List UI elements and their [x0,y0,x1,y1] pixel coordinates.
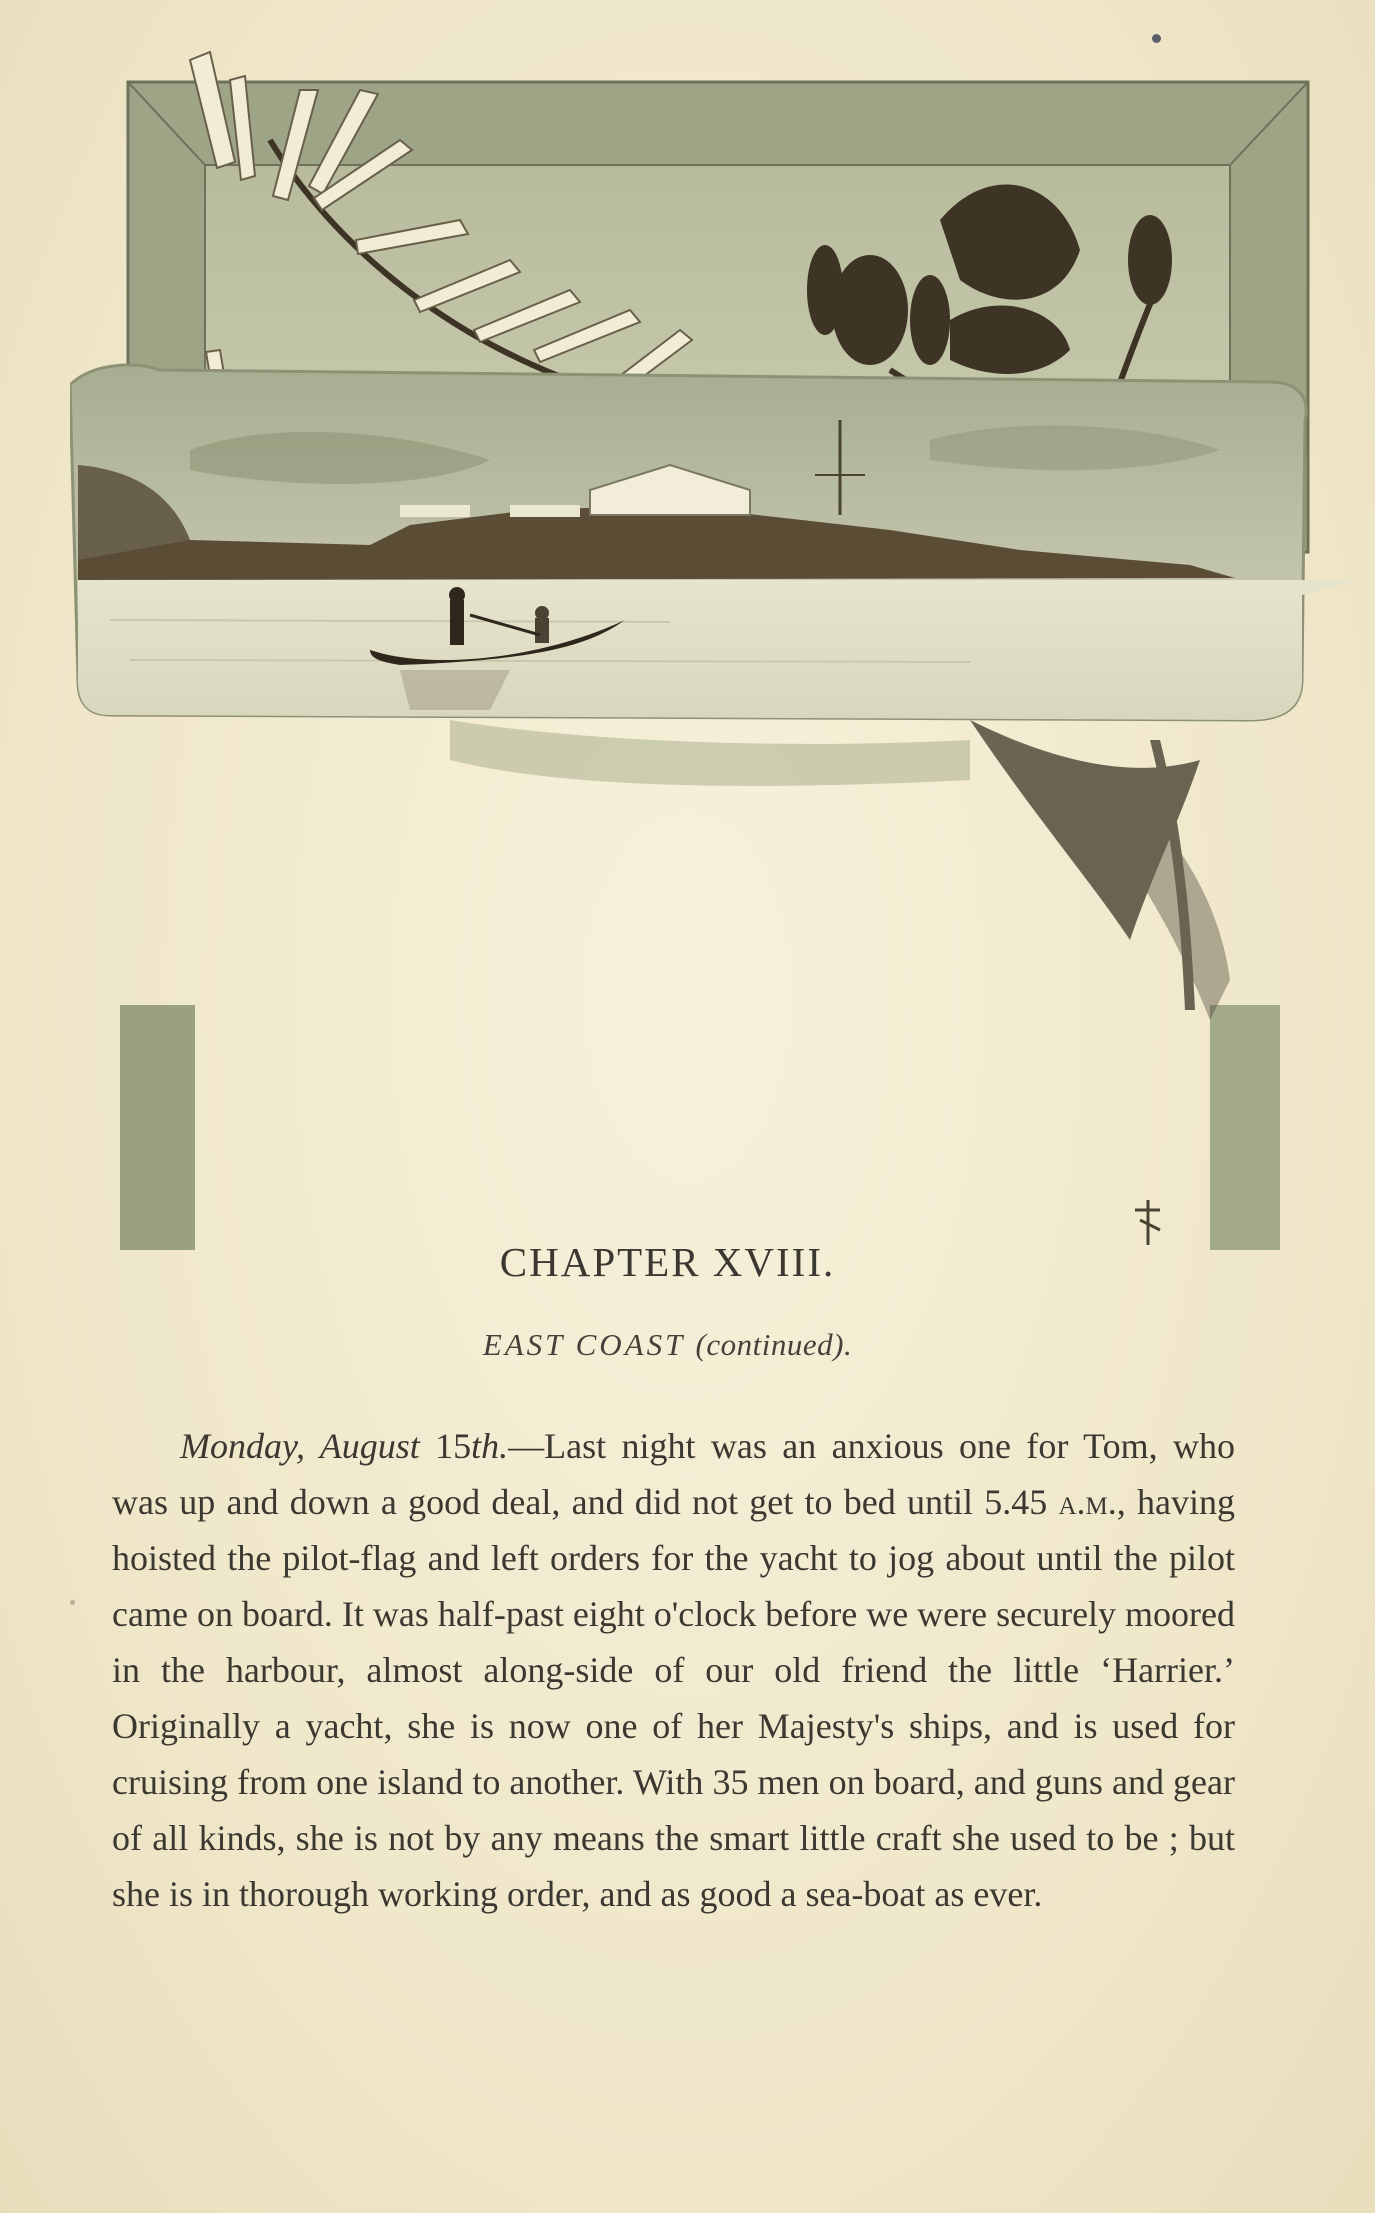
paragraph-text-1: —Last night was an anxious one for Tom, who was up and down a good deal, and did not get to bed until 5.45 [112,1426,1235,1522]
chapter-headpiece-illustration [70,20,1360,1250]
chapter-title: CHAPTER XVIII. [499,1239,836,1285]
chapter-subtitle [0,1327,1335,1363]
ink-speck [70,1600,75,1605]
subtitle-note: (continued). [695,1327,853,1362]
date-number: 15 [435,1426,472,1466]
date-lead: Monday, August [180,1426,420,1466]
date-suffix: th. [471,1426,509,1466]
engraved-vignette-icon [70,20,1360,1250]
body-paragraph [112,1418,1235,1922]
paragraph-text-2: , having hoisted the pilot-flag and left orders for the yacht to jog about until the pilot came on board. It was half-past eight o'clock before we were securely moored in the harbour, almost along-side of our old friend the little ‘Harrier.’ Originally a yacht, she is now one of her Majesty's ships, and is used for cruising from one island to another. With 35 men on board, and guns and gear of all kinds, she is not by any means the smart little craft she used to be ; but she is in thorough working order, and as good a sea-boat as ever. [112,1482,1236,1914]
time-suffix: a.m. [1058,1482,1117,1522]
subtitle-text: EAST COAST [482,1327,685,1362]
